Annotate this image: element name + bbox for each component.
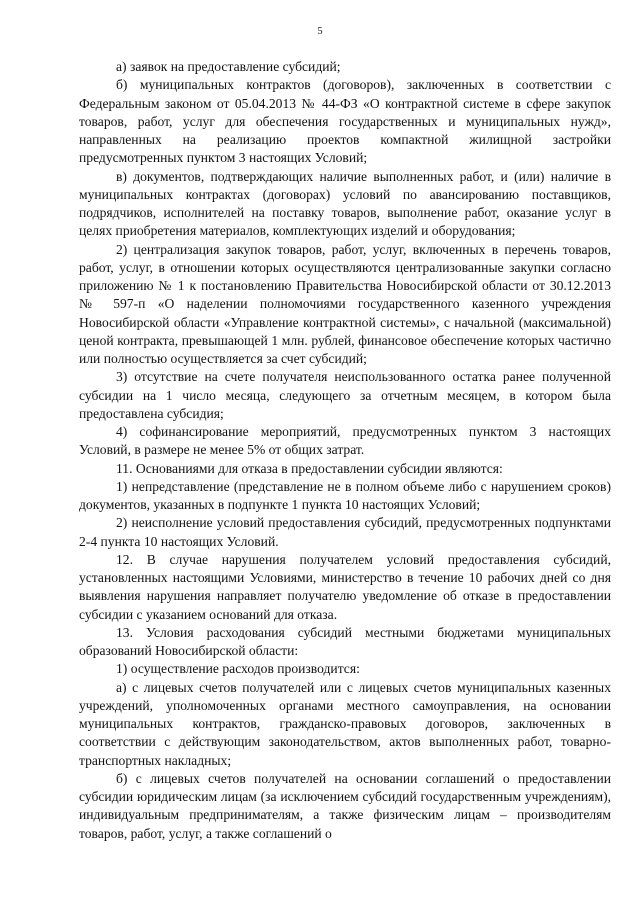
paragraph-kontraktov: б) муниципальных контрактов (договоров), заключенных в соответствии с Федеральным законом от 05.04.2013 № 44-ФЗ «О контрактной системе в сфере закупок товаров, работ, услуг для обеспечения государственных и муниципальных нужд», направленных на реализацию проектов компактной жилищной застройки предусмотренных пунктом 3 настоящих Условий; <box>79 77 611 166</box>
document-body <box>79 58 611 843</box>
paragraph-licevye-scheta-a: а) с лицевых счетов получателей или с лицевых счетов муниципальных казенных учреждений, уполномоченных органами местного самоуправления, на основании муниципальных контрактов, гражданско-правовых договоров, заключенных в соответствии с действующим законодательством, актов выполненных работ, товарно-транспортных накладных; <box>79 679 611 768</box>
paragraph-centralizaciya: 2) централизация закупок товаров, работ, услуг, включенных в перечень товаров, работ, услуг, в отношении которых осуществляются централизованные закупки согласно приложению № 1 к постановлению Правительства Новосибирской области от 30.12.2013 № 597-п «О наделении полномочиями государственного казенного учреждения Новосибирской области «Управление контрактной системы», с начальной (максимальной) ценой контракта, превышающей 1 млн. рублей, финансовое обеспечение которых частично или полностью осуществляется за счет субсидий; <box>79 241 611 366</box>
paragraph-usloviya-raskhodovaniya: 13. Условия расходования субсидий местными бюджетами муниципальных образований Новосибирской области: <box>79 624 611 658</box>
paragraph-narushenie: 12. В случае нарушения получателем условий предоставления субсидий, установленных настоящими Условиями, министерство в течение 10 рабочих дней со дня выявления нарушения направляет получателю уведомление об отказе в предоставлении субсидии с указанием оснований для отказа. <box>79 551 611 622</box>
paragraph-nepredstavlenie: 1) непредставление (представление не в полном объеме либо с нарушением сроков) документов, указанных в подпункте 1 пункта 10 настоящих Условий; <box>79 478 611 512</box>
paragraph-osnovaniya-otkaza: 11. Основаниями для отказа в предоставлении субсидии являются: <box>116 460 503 476</box>
paragraph-zayavok: а) заявок на предоставление субсидий; <box>116 59 341 74</box>
paragraph-neispolnenie: 2) неисполнение условий предоставления субсидий, предусмотренных подпунктами 2-4 пункта 10 настоящих Условий. <box>79 515 611 549</box>
paragraph-otsutstvie-ostatka: 3) отсутствие на счете получателя неиспользованного остатка ранее полученной субсидии на 1 число месяца, следующего за отчетным месяцем, в котором была предоставлена субсидия; <box>79 369 611 421</box>
paragraph-sofinansirovanie: 4) софинансирование мероприятий, предусмотренных пунктом 3 настоящих Условий, в размере не менее 5% от общих затрат. <box>79 424 611 458</box>
page-number: 5 <box>317 26 323 37</box>
paragraph-osushchestvlenie: 1) осуществление расходов производится: <box>116 661 360 677</box>
paragraph-dokumentov: в) документов, подтверждающих наличие выполненных работ, и (или) наличие в муниципальных контрактах (договорах) условий по авансированию поставщиков, подрядчиков, исполнителей на поставку товаров, выполнение работ, оказание услуг в целях приобретения материалов, комплектующих изделий и оборудования; <box>79 168 611 239</box>
paragraph-licevye-scheta-b: б) с лицевых счетов получателей на основании соглашений о предоставлении субсидии юридическим лицам (за исключением субсидий государственным учреждениям), индивидуальным предпринимателям, а также физическим лицам – производителям товаров, работ, услуг, а также соглашений о <box>79 770 611 841</box>
